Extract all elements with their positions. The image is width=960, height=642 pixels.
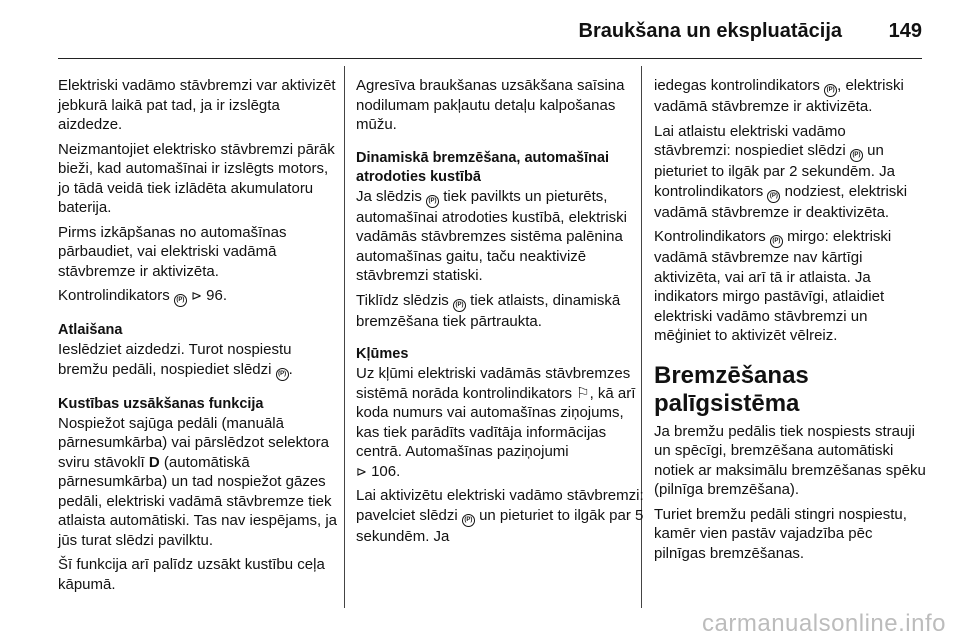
column-right	[654, 76, 926, 568]
parking-brake-icon: (P)	[824, 84, 837, 97]
paragraph: iedegas kontrolindikators (P) , elektriski vadāmā stāvbremze ir aktivizēta.	[654, 77, 904, 115]
page-title: Braukšana un ekspluatācija	[578, 20, 842, 42]
paragraph: Lai aktivizētu elektriski vadāmo stāvbremzi: pavelciet slēdzi (P) un pieturiet to ilgāk par 5 sekundēm. Ja	[356, 487, 644, 545]
section-heading: Kustības uzsākšanas funkcija	[58, 395, 264, 412]
parking-brake-icon: (P)	[850, 149, 863, 162]
parking-brake-icon: (P)	[453, 299, 466, 312]
paragraph: Kontrolindikators (P) ⊳ 96.	[58, 286, 340, 307]
reference-arrow-icon: ⊳	[191, 288, 202, 303]
paragraph: Elektriski vadāmo stāvbremzi var aktivizēt jebkurā laikā pat tad, ja ir izslēgta aizdedze.	[58, 77, 336, 133]
page-header	[0, 0, 960, 58]
paragraph: Agresīva braukšanas uzsākšana saīsina nodilumam pakļautu detaļu kalpošanas mūžu.	[356, 77, 625, 133]
column-middle	[356, 76, 646, 551]
watermark-text: carmanualsonline.info	[702, 610, 946, 637]
paragraph: Kontrolindikators (P) mirgo: elektriski vadāmā stāvbremze nav kārtīgi aktivizēta, vai arī tā ir atlaista. Ja indikators mirgo pastāvīgi, atlaidiet elektriski vadāmo stāvbremzi un mēģiniet to aktivizēt vēlreiz.	[654, 228, 892, 344]
paragraph: Turiet bremžu pedāli stingri nospiestu, kamēr vien pastāv vajadzība pēc pilnīgas bremzēšanas.	[654, 505, 907, 562]
parking-brake-icon: (P)	[276, 368, 289, 381]
paragraph: Ja slēdzis (P) tiek pavilkts un pieturēts, automašīnai atrodoties kustībā, elektriski vadāmās stāvbremzes sistēma palēnina automašīnas gaitu, taču neaktivizē stāvbremzi statiski.	[356, 187, 627, 284]
paragraph: Nospiežot sajūga pedāli (manuālā pārnesumkārba) vai pārslēdzot selektora sviru stāvoklī D (automātiskā pārnesumkārba) un tad nospiežot gāzes pedāli, elektriski vadāmā stāvbremze tiek atlaista automātiski. Tas nav iespējams, ja jūs turat slēdzi pavilktu.	[58, 414, 338, 549]
page-reference-link[interactable]: 96.	[206, 287, 228, 304]
column-divider	[344, 66, 345, 608]
page-reference-link[interactable]: 106.	[371, 462, 401, 480]
warning-icon: ⚐	[576, 384, 590, 402]
gear-position-label: D	[148, 453, 160, 471]
page-number: 149	[888, 20, 922, 42]
parking-brake-icon: (P)	[770, 235, 783, 248]
parking-brake-icon: (P)	[767, 190, 780, 203]
paragraph: Šī funkcija arī palīdz uzsākt kustību ceļa kāpumā.	[58, 556, 325, 593]
parking-brake-icon: (P)	[462, 514, 475, 527]
reference-arrow-icon: ⊳	[356, 463, 367, 479]
header-rule	[58, 58, 922, 59]
paragraph: Tiklīdz slēdzis (P) tiek atlaists, dinamiskā bremzēšana tiek pārtraukta.	[356, 291, 621, 330]
paragraph: Ieslēdziet aizdedzi. Turot nospiestu bremžu pedāli, nospiediet slēdzi (P) .	[58, 340, 340, 381]
paragraph: Neizmantojiet elektrisko stāvbremzi pārāk bieži, kad automašīnai ir izslēgts motors, jo tādā veidā tiek izlādēta akumulatoru baterija.	[58, 140, 335, 216]
column-left	[58, 76, 340, 599]
paragraph: Pirms izkāpšanas no automašīnas pārbaudiet, vai elektriski vadāmā stāvbremze ir aktivizēta.	[58, 223, 287, 280]
parking-brake-icon: (P)	[174, 294, 187, 307]
section-heading: Dinamiskā bremzēšana, automašīnai atrodoties kustībā	[356, 149, 610, 185]
section-heading: Kļūmes	[356, 346, 409, 362]
parking-brake-icon: (P)	[426, 195, 439, 208]
paragraph: Lai atlaistu elektriski vadāmo stāvbremzi: nospiediet slēdzi (P) un pieturiet to ilgāk par 2 sekundēm. Ja kontrolindikators (P) nodziest, elektriski vadāmā stāvbremze ir deaktivizēta.	[654, 122, 908, 221]
paragraph: Uz kļūmi elektriski vadāmās stāvbremzes sistēmā norāda kontrolindikators ⚐, kā arī koda numurs vai automašīnas ziņojums, kas tiek parādīts vadītāja informācijas centrā. Automašīnas paziņojumi ⊳ 106.	[356, 365, 636, 480]
section-heading: Atlaišana	[58, 322, 123, 338]
chapter-heading: Bremzēšanas palīgsistēma	[654, 361, 809, 417]
paragraph: Ja bremžu pedālis tiek nospiests strauji un spēcīgi, bremzēšana automātiski notiek ar maksimālu bremzēšanas spēku (pilnīga bremzēšana).	[654, 422, 926, 498]
